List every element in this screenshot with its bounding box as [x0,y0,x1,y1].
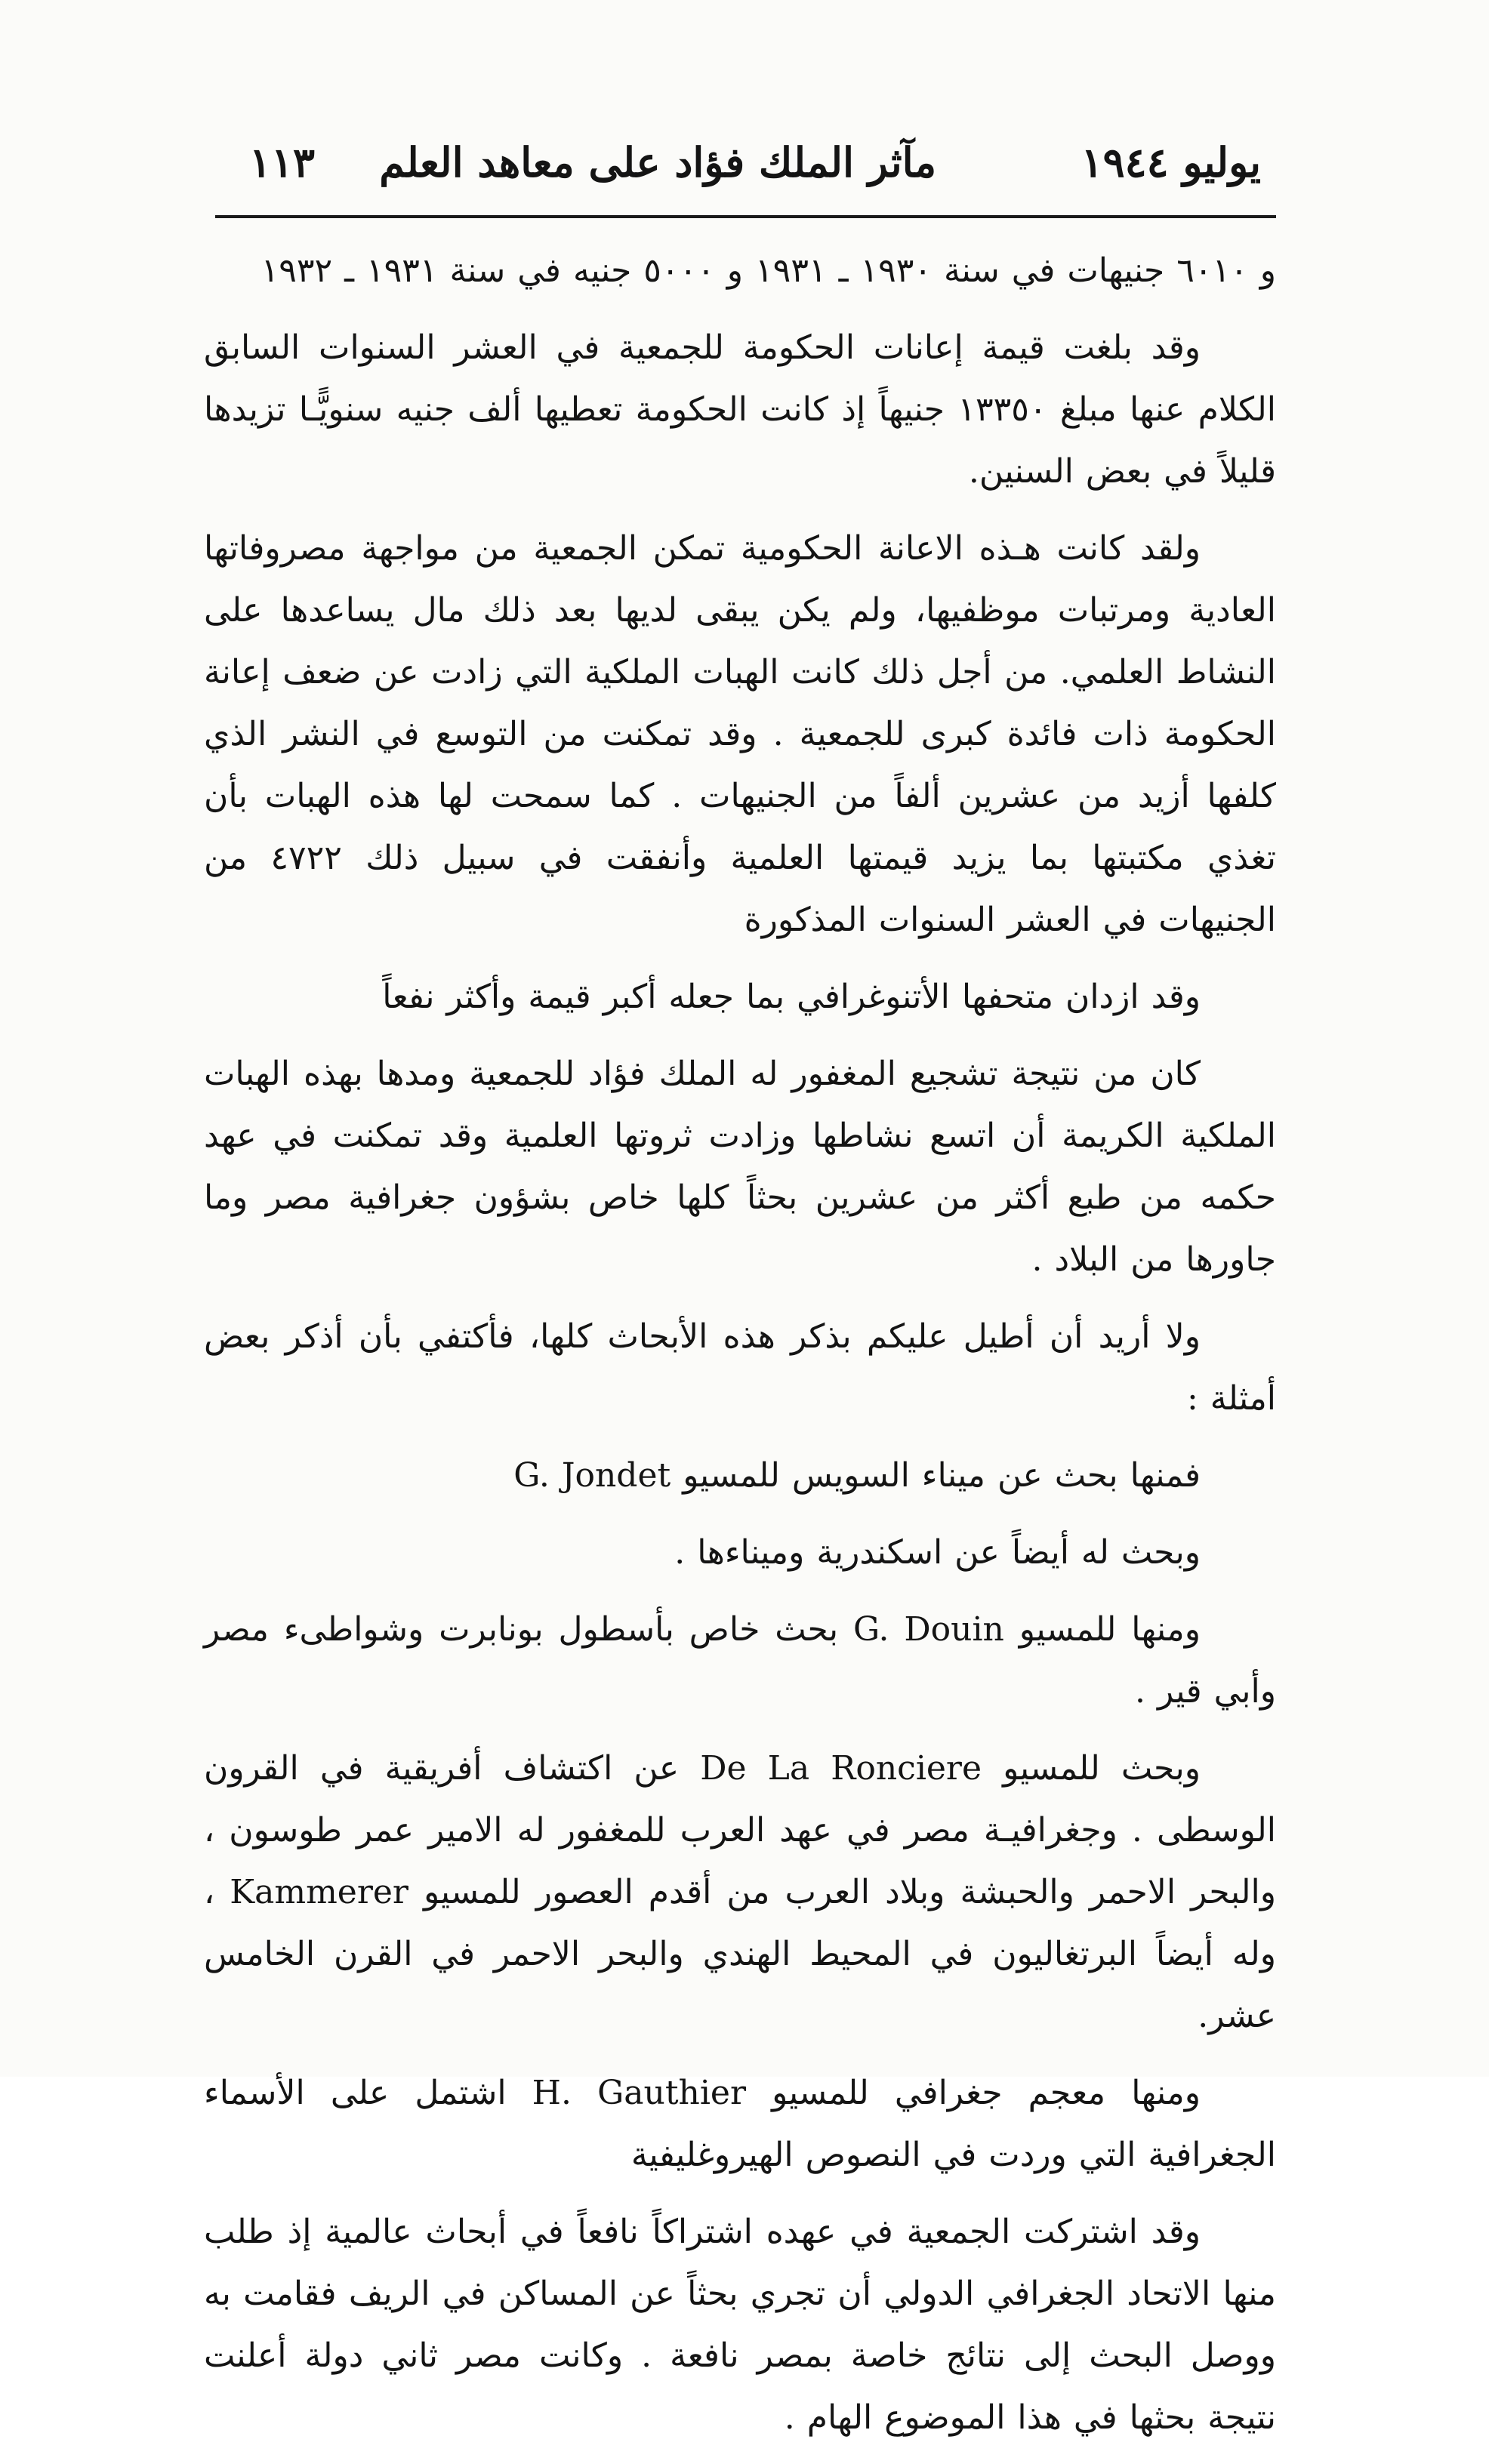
paragraph-8: وبحث له أيضاً عن اسكندرية وميناءها . [674,1533,1201,1572]
paragraph-9-text: ومنها للمسيو [1019,1610,1201,1649]
paragraph-12: وقد اشتركت الجمعية في عهده اشتراكاً نافعاً في أبحاث عالمية إذ طلب منها الاتحاد الجغرافي الدولي أن تجري بحثاً عن المساكن في الريف فقامت به ووصل البحث إلى نتائج خاصة بمصر نافعة . وكانت مصر ثاني دولة أعلنت نتيجة بحثها في هذا الموضوع الهام . [204,2213,1276,2437]
paragraph-7-text: فمنها بحث عن ميناء السويس للمسيو [683,1456,1201,1495]
paragraph-9 [204,1599,1276,1723]
paragraph-6: ولا أريد أن أطيل عليكم بذكر هذه الأبحاث كلها، فأكتفي بأن أذكر بعض أمثلة : [204,1317,1276,1418]
paragraph-11 [204,2062,1276,2186]
paragraph-4: وقد ازدان متحفها الأتنوغرافي بما جعله أكبر قيمة وأكثر نفعاً [382,978,1201,1016]
paragraph-9-tail: بحث خاص بأسطول بونابرت وشواطىء مصر وأبي قير . [204,1610,1276,1711]
page-header [249,128,1261,196]
author-name-jondet: G. Jondet [513,1456,671,1495]
paragraph-11-text: ومنها معجم جغرافي للمسيو [772,2074,1201,2112]
header-date: يوليو ١٩٤٤ [1081,138,1261,186]
author-name-douin: G. Douin [852,1610,1004,1649]
paragraph-10-text: وبحث للمسيو [1003,1749,1201,1788]
paragraph-5: كان من نتيجة تشجيع المغفور له الملك فؤاد للجمعية ومدها بهذه الهبات الملكية الكريمة أن اتسع نشاطها وزادت ثروتها العلمية وقد تمكنت في عهد حكمه من طبع أكثر من عشرين بحثاً كلها خاص بشؤون جغرافية مصر وما جاورها من البلاد . [204,1055,1276,1279]
page-number: ١١٣ [249,138,316,186]
paragraph-2: وقد بلغت قيمة إعانات الحكومة للجمعية في العشر السنوات السابق الكلام عنها مبلغ ١٣٣٥٠ جنيهاً إذ كانت الحكومة تعطيها ألف جنيه سنويًّـا تزيدها قليلاً في بعض السنين. [204,328,1277,491]
header-divider [215,215,1276,218]
paragraph-1: و ٦٠١٠ جنيهات في سنة ١٩٣٠ ـ ١٩٣١ و ٥٠٠٠ جنيه في سنة ١٩٣١ ـ ١٩٣٢ [260,251,1276,290]
paragraph-10 [204,1738,1276,2047]
paragraph-11-tail: اشتمل على الأسماء الجغرافية التي وردت في النصوص الهيروغليفية [204,2074,1276,2174]
page-body [204,240,1276,2464]
paragraph-10-tail: عن اكتشاف أفريقية في القرون الوسطى . وجغرافيـة مصر في عهد العرب للمغفور له الامير عمر طوسون ، والبحر الاحمر والحبشة وبلاد العرب من أقدم العصور للمسيو Kammerer ، وله أيضاً البرتغاليون في المحيط الهندي والبحر الاحمر في القرن الخامس عشر. [204,1749,1277,2035]
header-title: مآثر الملك فؤاد على معاهد العلم [379,138,936,186]
author-name-ronciere: De La Ronciere [700,1749,982,1788]
author-name-gauthier: H. Gauthier [532,2074,746,2112]
paragraph-3: ولقد كانت هـذه الاعانة الحكومية تمكن الجمعية من مواجهة مصروفاتها العادية ومرتبات موظفيها، ولم يكن يبقى لديها بعد ذلك مال يساعدها على النشاط العلمي. من أجل ذلك كانت الهبات الملكية التي زادت عن ضعف إعانة الحكومة ذات فائدة كبرى للجمعية . وقد تمكنت من التوسع في النشر الذي كلفها أزيد من عشرين ألفاً من الجنيهات . كما سمحت لها هذه الهبات بأن تغذي مكتبتها بما يزيد قيمتها العلمية وأنفقت في سبيل ذلك ٤٧٢٢ من الجنيهات في العشر السنوات المذكورة [204,529,1276,939]
paragraph-7 [204,1445,1276,1507]
